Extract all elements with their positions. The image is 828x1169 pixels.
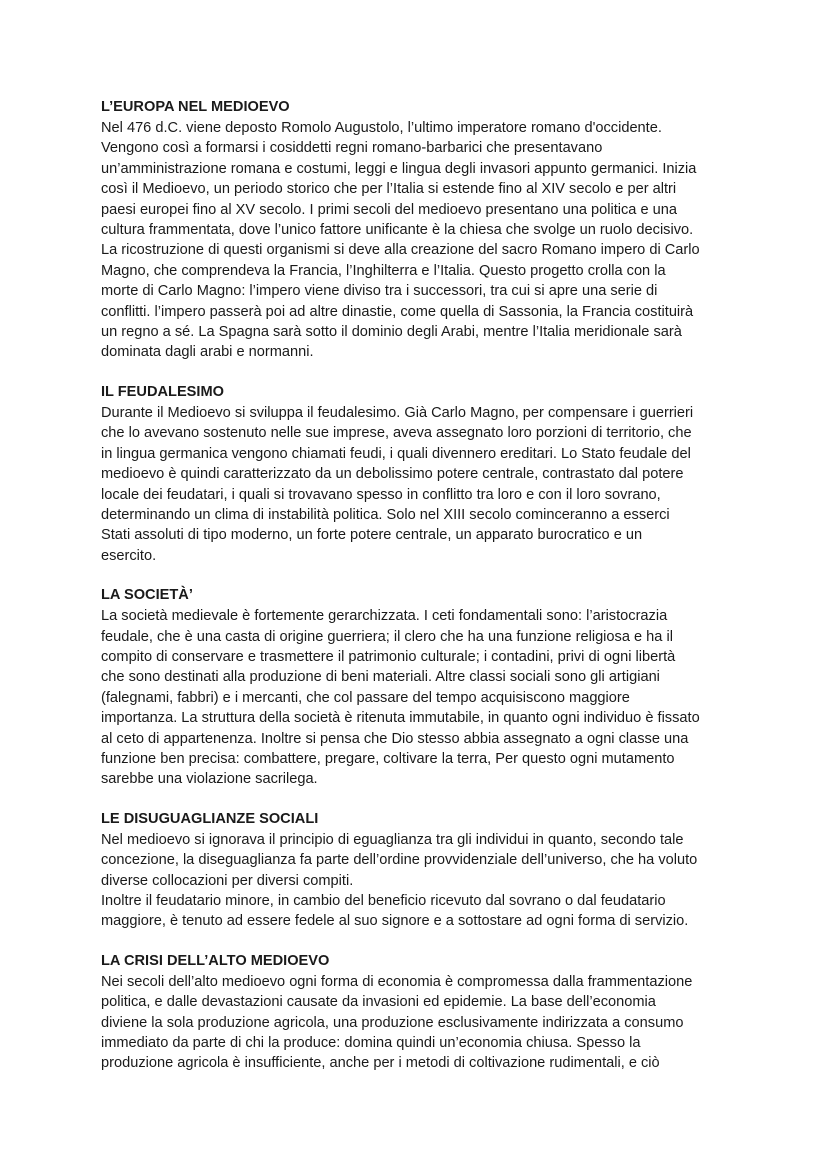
section-heading: LA SOCIETÀ’ <box>101 587 193 604</box>
text-line: che sono destinati alla produzione di beni materiali. Altre classi sociali sono gli artigiani <box>101 669 660 686</box>
paragraph <box>101 118 741 363</box>
text-line: determinando un clima di instabilità politica. Solo nel XIII secolo cominceranno a esserci <box>101 506 670 523</box>
text-line: maggiore, è tenuto ad essere fedele al suo signore e a sottostare ad ogni forma di servizio. <box>101 913 689 930</box>
text-line: Durante il Medioevo si sviluppa il feudalesimo. Già Carlo Magno, per compensare i guerrieri <box>101 404 694 421</box>
text-line: paesi europei fino al XV secolo. I primi secoli del medioevo presentano una politica e una <box>101 201 677 218</box>
section-heading: IL FEUDALESIMO <box>101 383 224 400</box>
text-line: importanza. La struttura della società è ritenuta immutabile, in quanto ogni individuo è fissato <box>101 710 700 727</box>
text-line: dominata dagli arabi e normanni. <box>101 344 314 361</box>
text-line: al ceto di appartenenza. Inoltre si pensa che Dio stesso abbia assegnato a ogni classe una <box>101 730 689 747</box>
paragraph <box>101 403 741 566</box>
text-line: (falegnami, fabbri) e i mercanti, che col passare del tempo acquisiscono maggiore <box>101 689 630 706</box>
section <box>101 97 741 363</box>
text-line: produzione agricola è insufficiente, anche per i metodi di coltivazione rudimentali, e ciò <box>101 1055 660 1072</box>
text-line: un’amministrazione romana e costumi, leggi e lingua degli invasori appunto germanici. Inizia <box>101 160 697 177</box>
text-line: Inoltre il feudatario minore, in cambio del beneficio ricevuto dal sovrano o dal feudatario <box>101 893 666 909</box>
text-line: Nel medioevo si ignorava il principio di eguaglianza tra gli individui in quanto, secondo tale <box>101 831 684 848</box>
text-line: così il Medioevo, un periodo storico che per l’Italia si estende fino al XIV secolo e per altri <box>101 181 677 198</box>
text-line: La ricostruzione di questi organismi si deve alla creazione del sacro Romano impero di Carlo <box>101 242 700 259</box>
text-line: feudale, che è una casta di origine guerriera; il clero che ha una funzione religiosa e ha il <box>101 628 673 645</box>
text-line: Nei secoli dell’alto medioevo ogni forma di economia è compromessa dalla frammentazione <box>101 973 693 990</box>
text-line: conflitti. l’impero passerà poi ad altre dinastie, come quella di Sassonia, la Francia costituirà <box>101 303 694 320</box>
text-line: un regno a sé. La Spagna sarà sotto il dominio degli Arabi, mentre l’Italia meridionale sarà <box>101 324 682 341</box>
paragraph <box>101 972 741 1074</box>
text-line: cultura frammentata, dove l’unico fattore unificante è la chiesa che svolge un ruolo decisivo. <box>101 222 694 239</box>
text-line: Nel 476 d.C. viene deposto Romolo Augustolo, l’ultimo imperatore romano d'occidente. <box>101 120 662 136</box>
text-line: diviene la sola produzione agricola, una produzione esclusivamente indirizzata a consumo <box>101 1014 684 1031</box>
text-line: funzione ben precisa: combattere, pregare, coltivare la terra, Per questo ogni mutamento <box>101 750 675 767</box>
section <box>101 951 741 1074</box>
text-line: morte di Carlo Magno: l’impero viene diviso tra i successori, tra cui si apre una serie di <box>101 283 658 300</box>
text-line: in lingua germanica vengono chiamati feudi, i quali divennero ereditari. Lo Stato feudale del <box>101 445 691 462</box>
text-line: concezione, la diseguaglianza fa parte dell’ordine provvidenziale dell’universo, che ha voluto <box>101 852 698 869</box>
text-line: politica, e dalle devastazioni causate da invasioni ed epidemie. La base dell’economia <box>101 994 656 1011</box>
section <box>101 585 741 790</box>
section-heading: LE DISUGUAGLIANZE SOCIALI <box>101 810 319 827</box>
text-line: medioevo è quindi caratterizzato da un debolissimo potere centrale, contrastato dal potere <box>101 466 684 483</box>
paragraph <box>101 830 741 891</box>
section <box>101 809 741 932</box>
text-line: sarebbe una violazione sacrilega. <box>101 771 318 788</box>
text-line: diverse collocazioni per diversi compiti. <box>101 872 354 889</box>
document-page <box>101 97 741 1093</box>
paragraph <box>101 891 741 932</box>
text-line: compito di conservare e trasmettere il patrimonio culturale; i contadini, privi di ogni libertà <box>101 648 676 665</box>
paragraph <box>101 606 741 790</box>
section-heading: L’EUROPA NEL MEDIOEVO <box>101 99 290 115</box>
text-line: locale dei feudatari, i quali si trovavano spesso in conflitto tra loro e con il loro sovrano, <box>101 486 661 503</box>
text-line: Vengono così a formarsi i cosiddetti regni romano-barbarici che presentavano <box>101 140 603 157</box>
section-heading: LA CRISI DELL’ALTO MEDIOEVO <box>101 952 330 969</box>
text-line: Stati assoluti di tipo moderno, un forte potere centrale, un apparato burocratico e un <box>101 527 643 544</box>
section <box>101 382 741 566</box>
text-line: che lo avevano sostenuto nelle sue imprese, aveva assegnato loro porzioni di territorio, che <box>101 425 692 442</box>
text-line: immediato da parte di chi la produce: domina quindi un’economia chiusa. Spesso la <box>101 1035 641 1052</box>
text-line: La società medievale è fortemente gerarchizzata. I ceti fondamentali sono: l’aristocrazia <box>101 608 668 625</box>
text-line: esercito. <box>101 547 157 564</box>
text-line: Magno, che comprendeva la Francia, l’Inghilterra e l’Italia. Questo progetto crolla con la <box>101 262 666 279</box>
